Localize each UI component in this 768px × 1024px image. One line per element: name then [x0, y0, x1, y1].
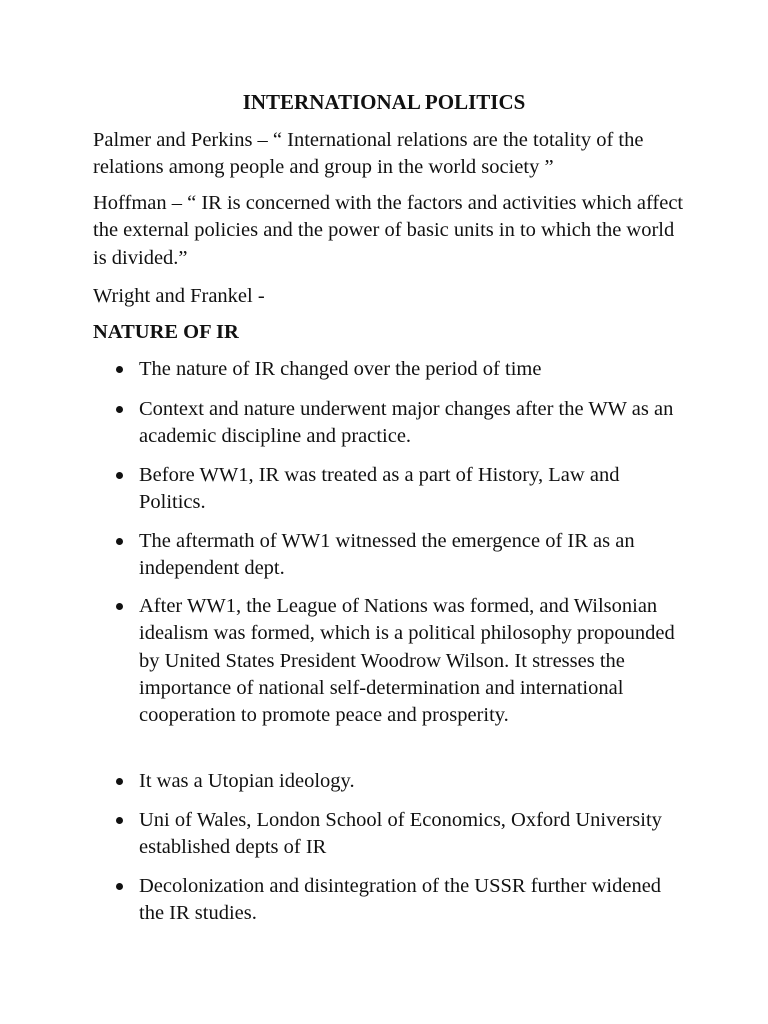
document-title: INTERNATIONAL POLITICS — [242, 90, 526, 114]
list-item-text: Context and nature underwent major changes after the WW as an academic discipline and practice. — [139, 398, 674, 448]
quote-hoffman: Hoffman – “ IR is concerned with the factors and activities which affect the external policies and the power of basic units in to which the world is divided.” — [93, 192, 684, 269]
list-item-text: After WW1, the League of Nations was formed, and Wilsonian idealism was formed, which is a political philosophy propounded by United States President Woodrow Wilson. It stresses the importance of national self-determination and international cooperation to promote peace and prosperity. — [139, 595, 675, 727]
bullet-icon — [116, 603, 123, 610]
list-item-text: It was a Utopian ideology. — [139, 770, 355, 792]
bullet-icon — [116, 817, 123, 824]
bullet-icon — [116, 778, 123, 785]
bullet-icon — [116, 883, 123, 890]
quote-wright-frankel: Wright and Frankel - — [93, 285, 265, 307]
list-item-text: Decolonization and disintegration of the USSR further widened the IR studies. — [139, 875, 662, 925]
bullet-icon — [116, 366, 123, 373]
bullet-icon — [116, 406, 123, 413]
section-heading: NATURE OF IR — [93, 321, 239, 343]
bullet-icon — [116, 538, 123, 545]
list-item-text: Before WW1, IR was treated as a part of History, Law and Politics. — [139, 464, 620, 514]
list-item-text: Uni of Wales, London School of Economics, Oxford University established depts of IR — [139, 809, 662, 859]
list-item-text: The nature of IR changed over the period of time — [139, 358, 542, 380]
quote-palmer-perkins: Palmer and Perkins – “ International relations are the totality of the relations among people and group in the world society ” — [93, 129, 644, 179]
list-item-text: The aftermath of WW1 witnessed the emergence of IR as an independent dept. — [139, 530, 635, 580]
bullet-icon — [116, 472, 123, 479]
